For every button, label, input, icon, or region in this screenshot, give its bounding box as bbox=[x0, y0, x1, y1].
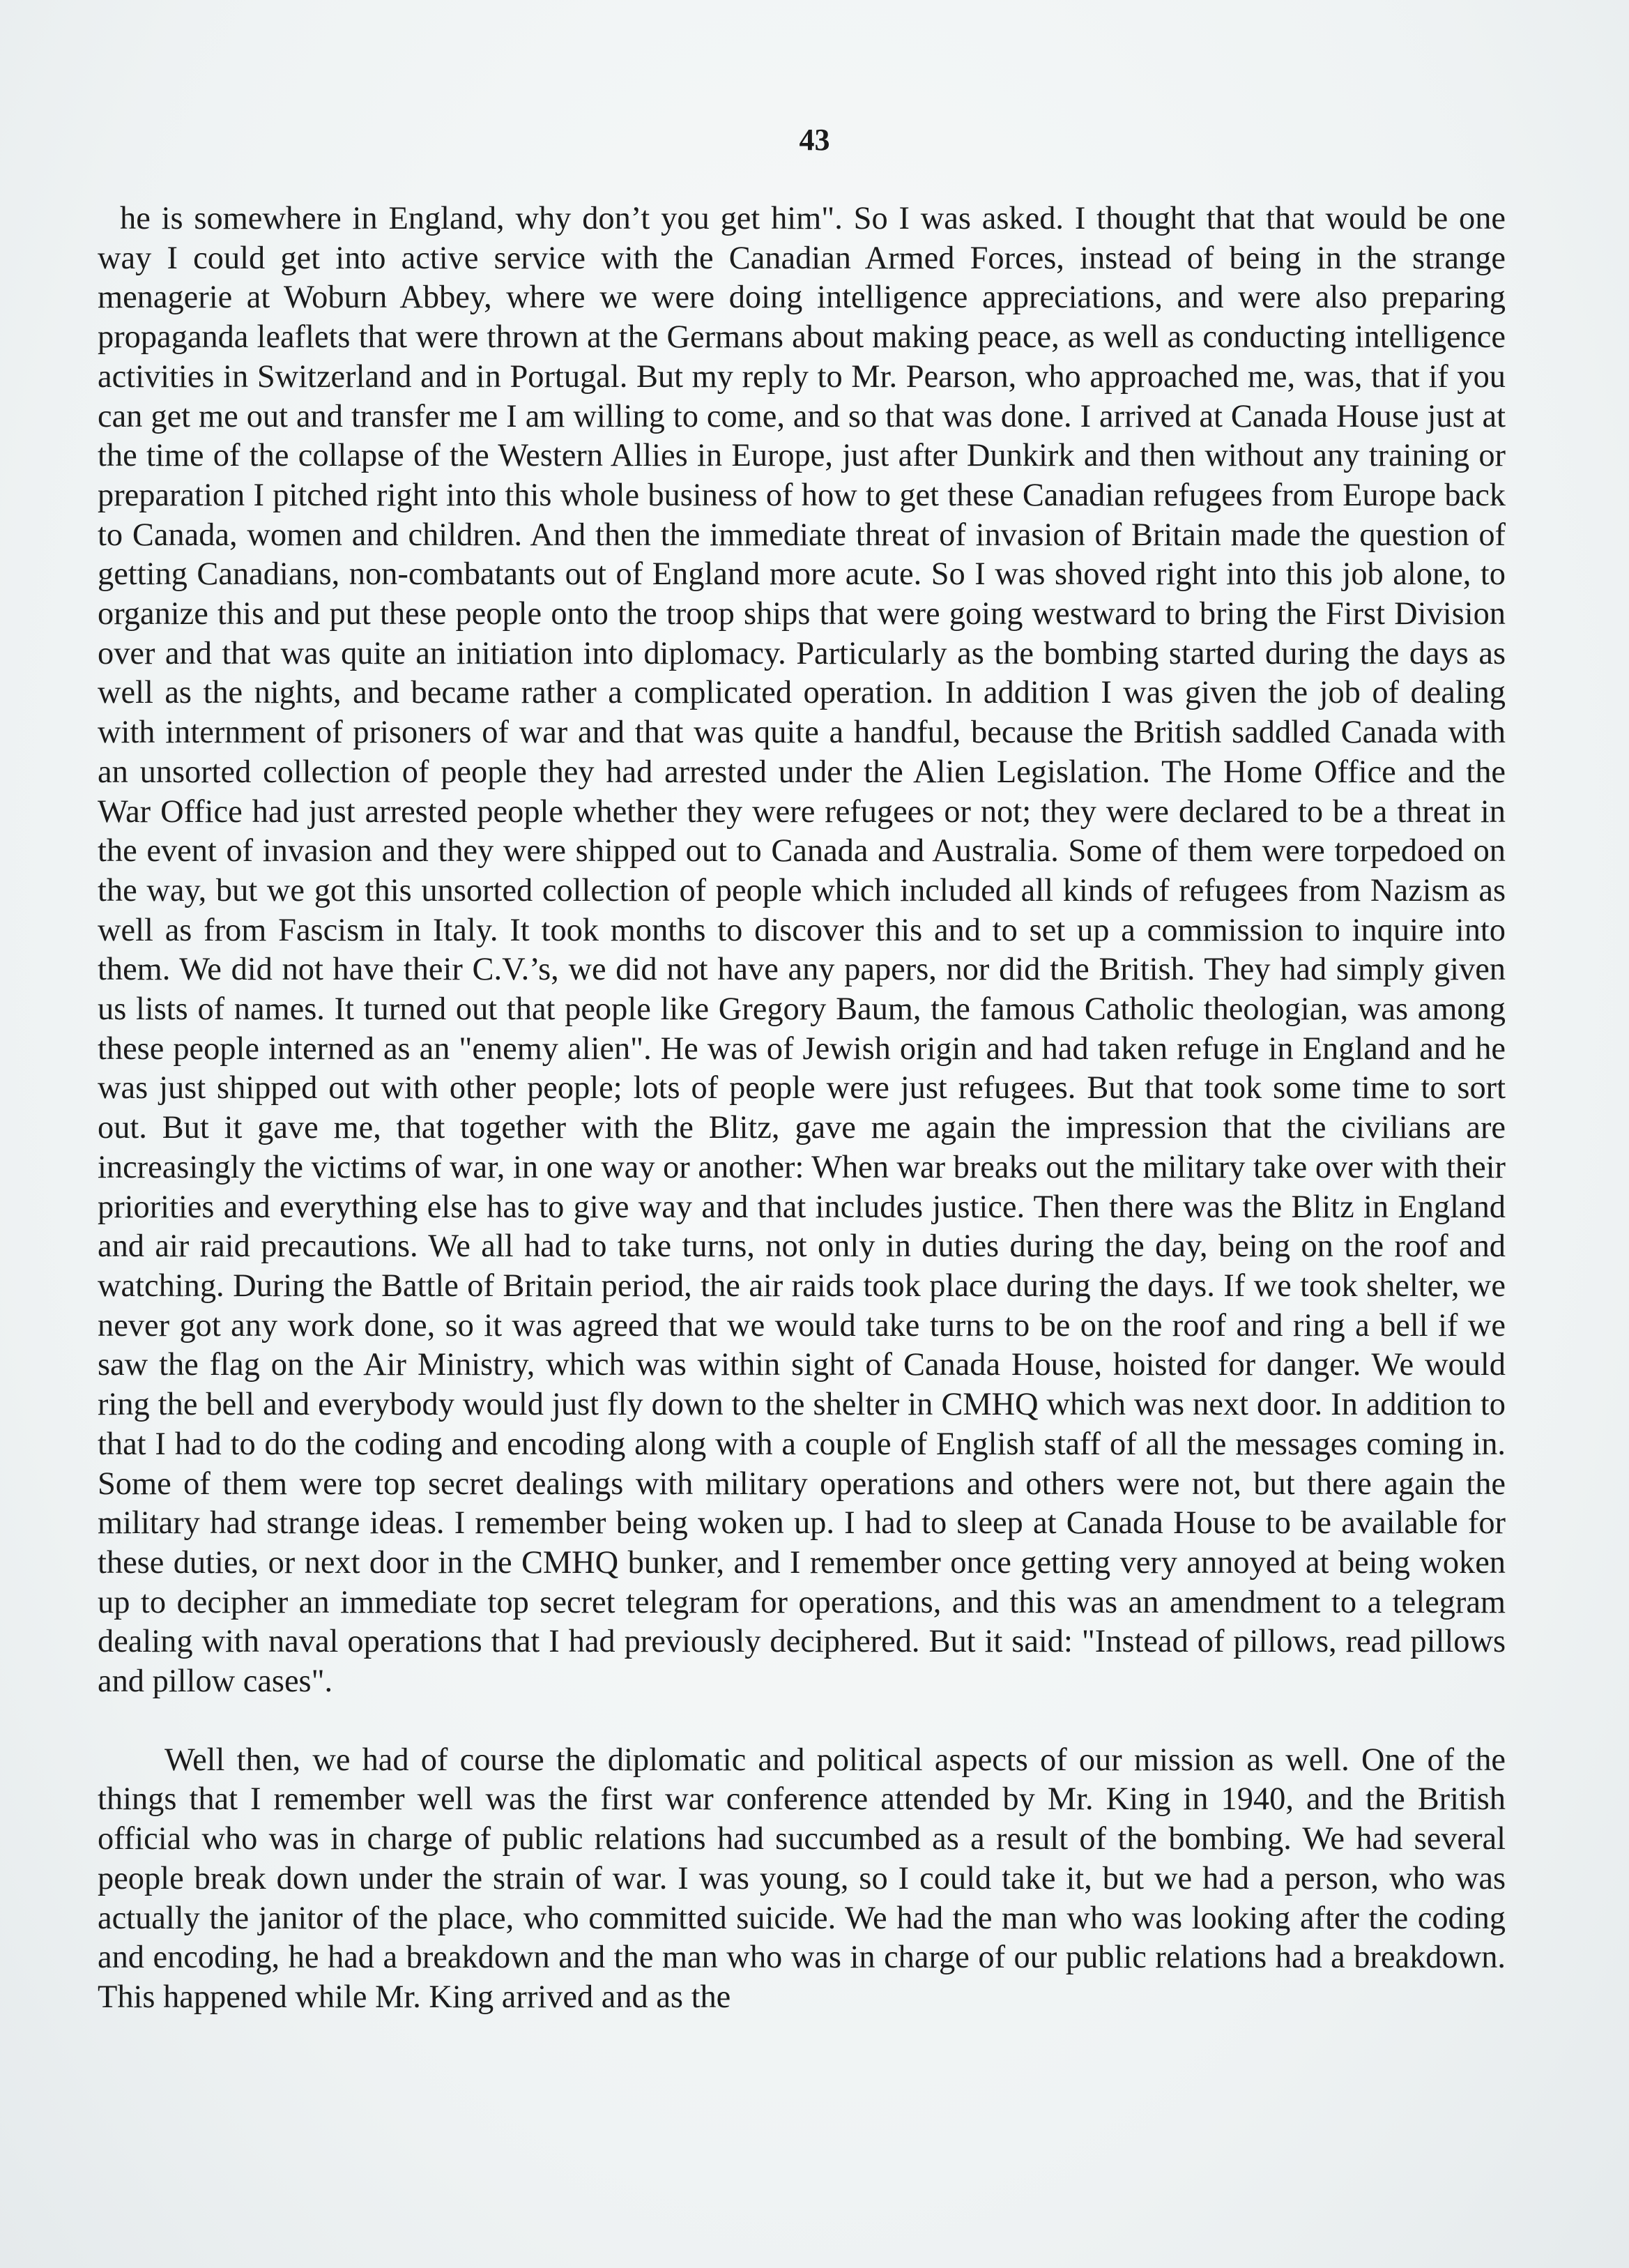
page-number: 43 bbox=[799, 123, 830, 157]
paragraph-1: he is somewhere in England, why don’t you get him". So I was asked. I thought that that would be one way I could get into active service with the Canadian Armed Forces, instead of being in the strange menagerie at Woburn Abbey, where we were doing intelligence appreciations, and were also preparing propaganda leaflets that were thrown at the Germans about making peace, as well as conducting intelligence activities in Switzerland and in Portugal. But my reply to Mr. Pearson, who approached me, was, that if you can get me out and transfer me I am willing to come, and so that was done. I arrived at Canada House just at the time of the collapse of the Western Allies in Europe, just after Dunkirk and then without any training or preparation I pitched right into this whole business of how to get these Canadian refugees from Europe back to Canada, women and children. And then the immediate threat of invasion of Britain made the question of getting Canadians, non-combatants out of England more acute. So I was shoved right into this job alone, to organize this and put these people onto the troop ships that were going westward to bring the First Division over and that was quite an initiation into diplomacy. Particularly as the bombing started during the days as well as the nights, and became rather a complicated operation. In addition I was given the job of dealing with internment of prisoners of war and that was quite a handful, because the British saddled Canada with an unsorted collection of people they had arrested under the Alien Legislation. The Home Office and the War Office had just arrested people whether they were refugees or not; they were declared to be a threat in the event of invasion and they were shipped out to Canada and Australia. Some of them were torpedoed on the way, but we got this unsorted collection of people which included all kinds of refugees from Nazism as well as from Fascism in Italy. It took months to discover this and to set up a commission to inquire into them. We did not have their C.V.’s, we did not have any papers, nor did the British. They had simply given us lists of names. It turned out that people like Gregory Baum, the famous Catholic theologian, was among these people interned as an "enemy alien". He was of Jewish origin and had taken refuge in England and he was just shipped out with other people; lots of people were just refugees. But that took some time to sort out. But it gave me, that together with the Blitz, gave me again the impression that the civilians are increasingly the victims of war, in one way or another: When war breaks out the military take over with their priorities and everything else has to give way and that includes justice. Then there was the Blitz in England and air raid precautions. We all had to take turns, not only in duties during the day, being on the roof and watching. During the Battle of Britain period, the air raids took place during the days. If we took shelter, we never got any work done, so it was agreed that we would take turns to be on the roof and ring a bell if we saw the flag on the Air Ministry, which was within sight of Canada House, hoisted for danger. We would ring the bell and everybody would just fly down to the shelter in CMHQ which was next door. In addition to that I had to do the coding and encoding along with a couple of English staff of all the messages coming in. Some of them were top secret dealings with military operations and others were not, but there again the military had strange ideas. I remember being woken up. I had to sleep at Canada House to be available for these duties, or next door in the CMHQ bunker, and I remember once getting very annoyed at being woken up to decipher an immediate top secret telegram for operations, and this was an amendment to a telegram dealing with naval operations that I had previously deciphered. But it said: "Instead of pillows, read pillows and pillow cases". bbox=[98, 201, 1506, 1700]
body-text bbox=[98, 199, 1506, 2018]
paragraph-2: Well then, we had of course the diplomatic and political aspects of our mission as well. One of the things that I remember well was the first war conference attended by Mr. King in 1940, and the British official who was in charge of public relations had succumbed as a result of the bombing. We had several people break down under the strain of war. I was young, so I could take it, but we had a person, who was actually the janitor of the place, who committed suicide. We had the man who was looking after the coding and encoding, he had a breakdown and the man who was in charge of our public relations had a breakdown. This happened while Mr. King arrived and as the bbox=[98, 1742, 1506, 2015]
